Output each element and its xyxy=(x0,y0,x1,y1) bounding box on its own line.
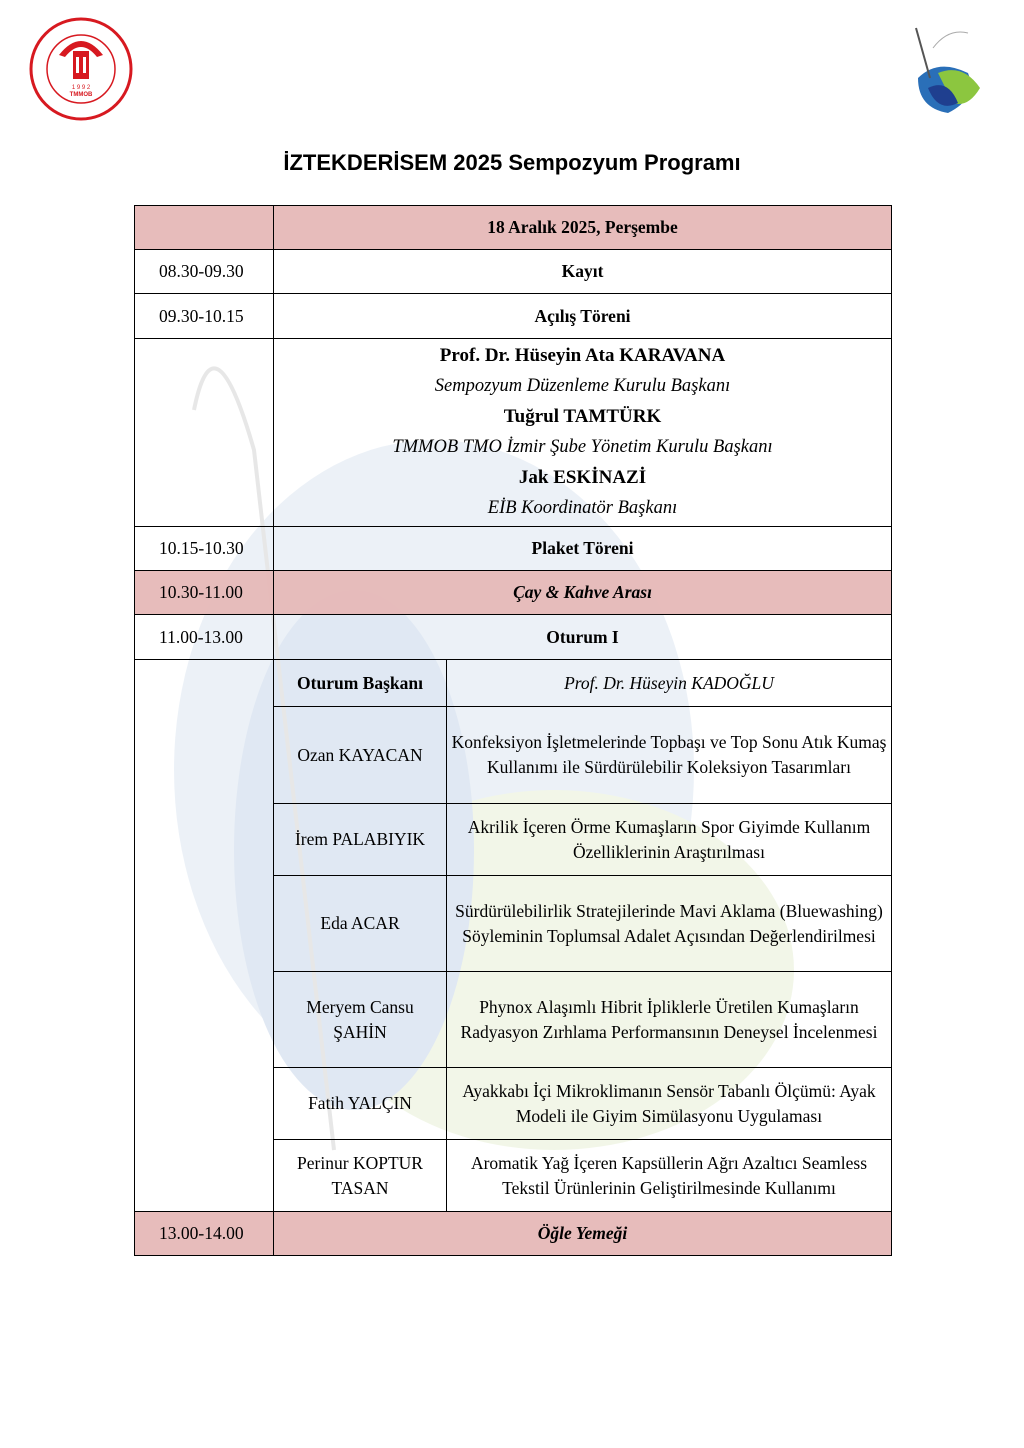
talk-speaker: Eda ACAR xyxy=(274,876,447,972)
empty-cell xyxy=(135,660,274,1212)
chair-row xyxy=(135,660,892,707)
event-cell: Açılış Töreni xyxy=(274,294,892,339)
break-row xyxy=(135,571,892,615)
tmo-logo-icon xyxy=(29,17,133,121)
event-cell: Plaket Töreni xyxy=(274,527,892,571)
svg-text:TMMOB: TMMOB xyxy=(69,92,93,98)
time-cell: 13.00-14.00 xyxy=(135,1212,274,1256)
speakers-cell xyxy=(274,339,892,527)
talk-title: Akrilik İçeren Örme Kumaşların Spor Giyimde Kullanım Özelliklerinin Araştırılması xyxy=(447,804,892,876)
svg-text:1 9 9 2: 1 9 9 2 xyxy=(71,85,91,91)
talk-speaker: İrem PALABIYIK xyxy=(274,804,447,876)
time-cell: 09.30-10.15 xyxy=(135,294,274,339)
event-cell: Kayıt xyxy=(274,250,892,294)
talk-title: Aromatik Yağ İçeren Kapsüllerin Ağrı Azaltıcı Seamless Tekstil Ürünlerinin Geliştirilmesinde Kullanımı xyxy=(447,1140,892,1212)
date-heading: 18 Aralık 2025, Perşembe xyxy=(274,206,892,250)
table-row xyxy=(135,250,892,294)
talk-speaker: Fatih YALÇIN xyxy=(274,1068,447,1140)
talk-speaker: Meryem Cansu ŞAHİN xyxy=(274,972,447,1068)
speaker-role: TMMOB TMO İzmir Şube Yönetim Kurulu Başkanı xyxy=(392,437,773,457)
empty-cell xyxy=(135,206,274,250)
speaker-role: Sempozyum Düzenleme Kurulu Başkanı xyxy=(434,376,731,396)
talk-title: Ayakkabı İçi Mikroklimanın Sensör Tabanlı Ölçümü: Ayak Modeli ile Giyim Simülasyonu Uygulaması xyxy=(447,1068,892,1140)
event-cell: Öğle Yemeği xyxy=(274,1212,892,1256)
program-table xyxy=(134,205,892,1256)
time-cell: 08.30-09.30 xyxy=(135,250,274,294)
talk-speaker: Perinur KOPTUR TASAN xyxy=(274,1140,447,1212)
symposium-logo-icon xyxy=(908,18,982,118)
talk-title: Phynox Alaşımlı Hibrit İpliklerle Üretilen Kumaşların Radyasyon Zırhlama Performansının Deneysel İncelenmesi xyxy=(447,972,892,1068)
talk-title: Sürdürülebilirlik Stratejilerinde Mavi Aklama (Bluewashing) Söyleminin Toplumsal Adalet Açısından Değerlendirilmesi xyxy=(447,876,892,972)
chair-label: Oturum Başkanı xyxy=(274,660,447,707)
date-row xyxy=(135,206,892,250)
chair-name: Prof. Dr. Hüseyin KADOĞLU xyxy=(447,660,892,707)
table-row xyxy=(135,294,892,339)
event-cell: Çay & Kahve Arası xyxy=(274,571,892,615)
lunch-row xyxy=(135,1212,892,1256)
time-cell: 10.15-10.30 xyxy=(135,527,274,571)
speaker-name: Jak ESKİNAZİ xyxy=(518,467,647,488)
event-cell: Oturum I xyxy=(274,615,892,660)
talk-title: Konfeksiyon İşletmelerinde Topbaşı ve Top Sonu Atık Kumaş Kullanımı ile Sürdürülebilir Koleksiyon Tasarımları xyxy=(447,707,892,804)
speaker-name: Tuğrul TAMTÜRK xyxy=(503,406,662,427)
session-row xyxy=(135,615,892,660)
time-cell: 11.00-13.00 xyxy=(135,615,274,660)
table-row xyxy=(135,527,892,571)
speaker-name: Prof. Dr. Hüseyin Ata KARAVANA xyxy=(439,345,726,366)
empty-cell xyxy=(135,339,274,527)
time-cell: 10.30-11.00 xyxy=(135,571,274,615)
speakers-row xyxy=(135,339,892,527)
speaker-role: EİB Koordinatör Başkanı xyxy=(487,498,678,518)
page-title: İZTEKDERİSEM 2025 Sempozyum Programı xyxy=(283,150,741,175)
talk-speaker: Ozan KAYACAN xyxy=(274,707,447,804)
